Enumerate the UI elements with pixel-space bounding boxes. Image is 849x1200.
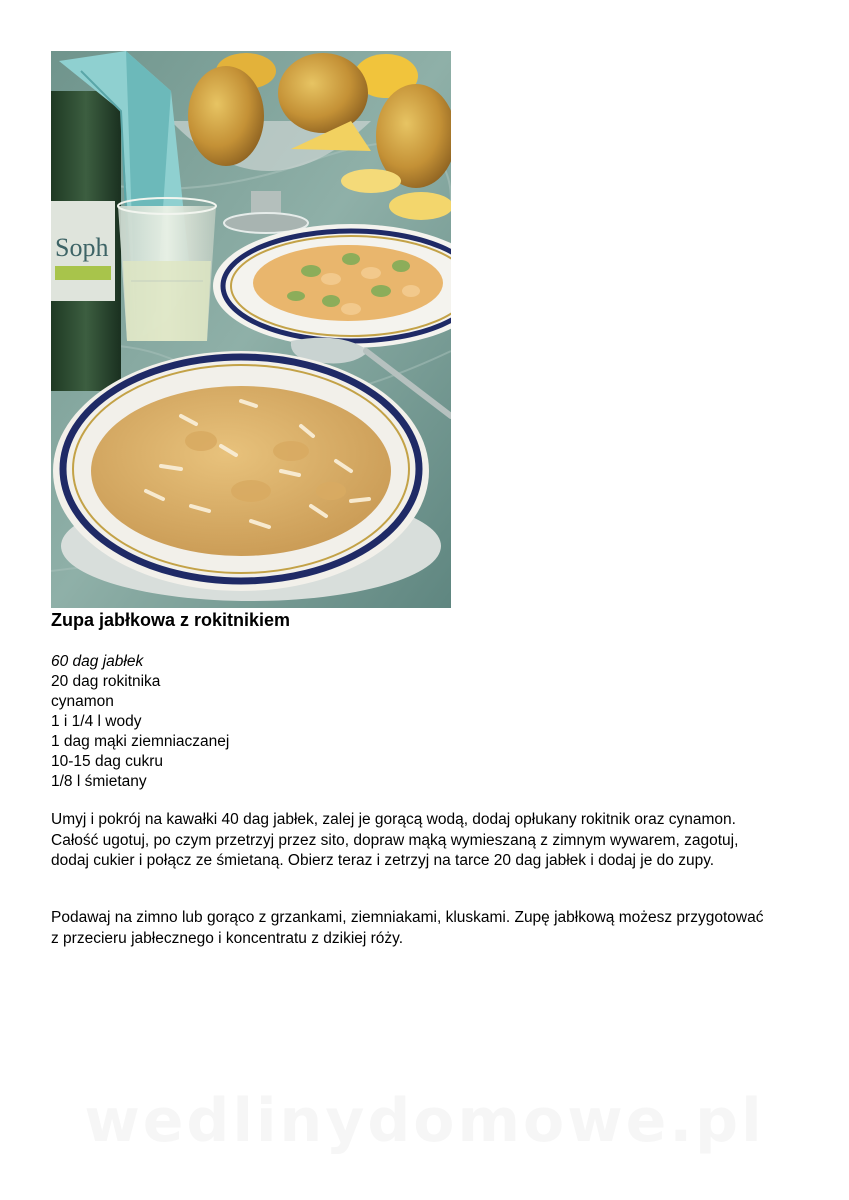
ingredient-item: 1/8 l śmietany <box>51 773 147 790</box>
serving-paragraph: Podawaj na zimno lub gorąco z grzankami, ziemniakami, kluskami. Zupę jabłkową możesz przygotować z przecieru jabłecznego i koncentratu z dzikiej róży. <box>51 909 764 947</box>
wine-glass-icon <box>118 198 216 341</box>
bottle-label-text: Soph <box>55 233 109 262</box>
recipe-photo <box>51 51 451 608</box>
ingredient-item: 1 dag mąki ziemniaczanej <box>51 733 230 750</box>
ingredients-list <box>51 652 229 792</box>
wine-bottle-icon <box>51 91 121 391</box>
instructions-paragraph: Umyj i pokrój na kawałki 40 dag jabłek, zalej je gorącą wodą, dodaj opłukany rokitnik oraz cynamon. Całość ugotuj, po czym przetrzyj przez sito, dopraw mąką wymieszaną z zimnym wywarem, zagotuj, dodaj cukier i połącz ze śmietaną. Obierz teraz i zetrzyj na tarce 20 dag jabłek i dodaj je do zupy. <box>51 811 739 869</box>
ingredient-item: 10-15 dag cukru <box>51 753 164 770</box>
ingredient-item: 1 i 1/4 l wody <box>51 713 142 730</box>
apple-soup <box>91 386 391 556</box>
recipe-title: Zupa jabłkowa z rokitnikiem <box>51 610 291 630</box>
ingredient-item: 20 dag rokitnika <box>51 673 161 690</box>
ingredient-item: cynamon <box>51 693 114 710</box>
ingredient-item: 60 dag jabłek <box>51 653 144 670</box>
watermark: wedlinydomowe.pl <box>84 1086 765 1156</box>
